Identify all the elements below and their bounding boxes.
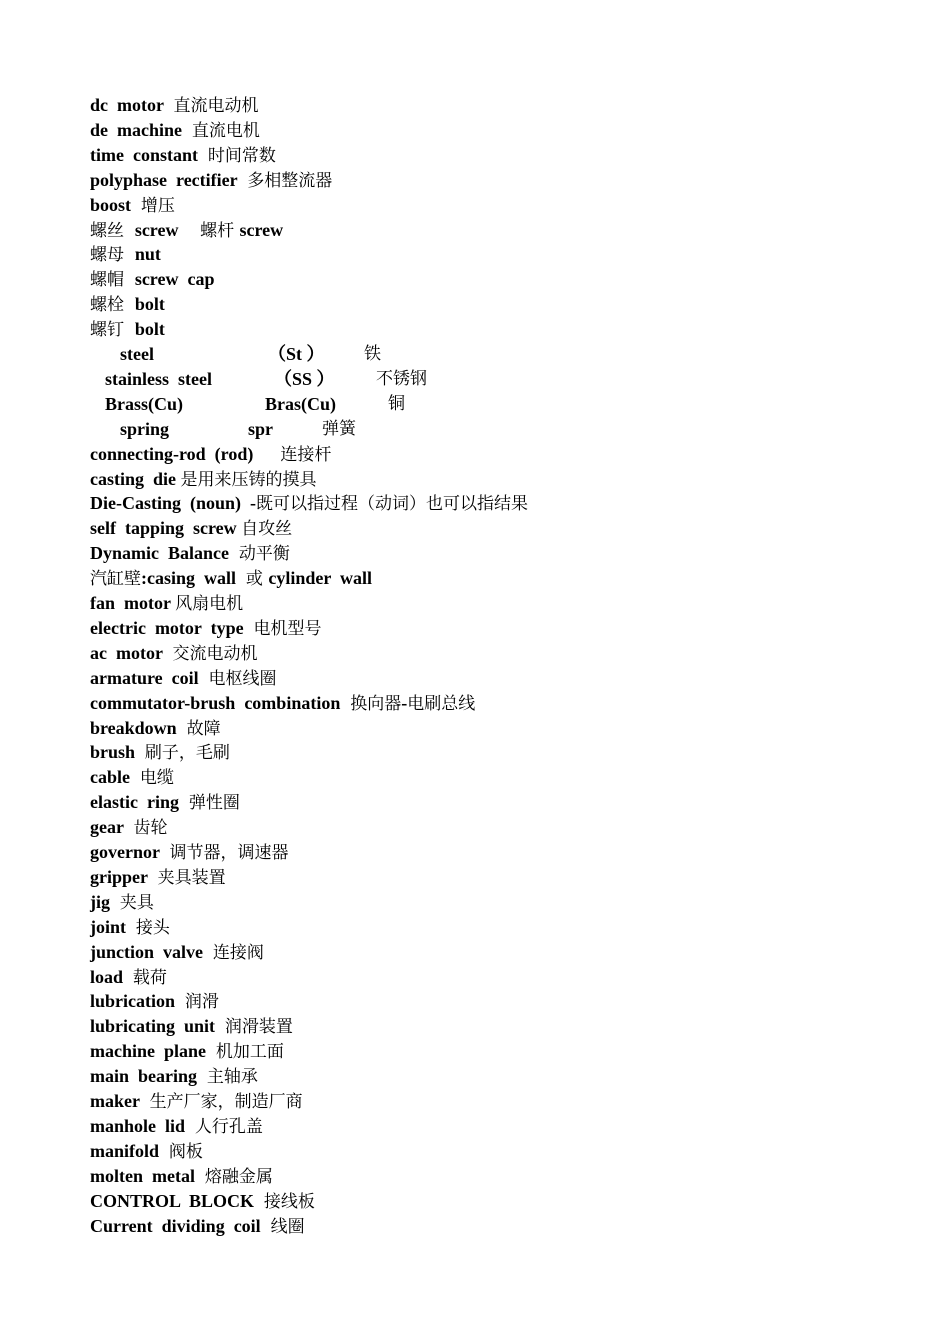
material-row xyxy=(90,367,590,391)
term-chinese: 直流电机 xyxy=(186,120,260,141)
glossary-entry xyxy=(90,989,219,1013)
material-row xyxy=(90,342,590,366)
glossary-entry xyxy=(90,491,528,515)
term-english: brush xyxy=(90,742,140,763)
glossary-entry xyxy=(90,1114,263,1138)
glossary-entry xyxy=(90,815,168,839)
term-english: nut xyxy=(134,244,161,265)
material-name: Brass(Cu) xyxy=(105,393,184,414)
term-english: screw xyxy=(134,219,179,240)
term-english: self tapping screw xyxy=(90,518,242,539)
glossary-entry xyxy=(90,541,290,565)
material-row xyxy=(90,417,590,441)
glossary-entry xyxy=(90,1014,293,1038)
term-chinese: 电缆 xyxy=(134,768,174,789)
glossary-entry xyxy=(90,865,226,889)
term-english: machine plane xyxy=(90,1041,211,1062)
term-chinese: 刷子，毛刷 xyxy=(139,743,230,764)
term-chinese: 润滑装置 xyxy=(219,1017,293,1038)
glossary-entry xyxy=(90,292,165,316)
term-chinese: 调节器，调速器 xyxy=(164,843,289,863)
glossary-entry xyxy=(90,915,170,939)
term-chinese: 多相整流器 xyxy=(241,170,333,191)
term-english: CONTROL BLOCK xyxy=(90,1190,259,1211)
material-code: （SS ） xyxy=(274,368,335,389)
term-chinese: 时间常数 xyxy=(202,145,276,166)
glossary-entry xyxy=(90,740,230,764)
term-chinese: 载荷 xyxy=(127,967,167,988)
term-english: screw xyxy=(239,219,284,240)
term-english: electric motor type xyxy=(90,617,249,638)
term-chinese: 螺钉 xyxy=(90,320,135,341)
glossary-entry xyxy=(90,765,174,789)
term-chinese: 齿轮 xyxy=(128,818,168,839)
term-english: jig xyxy=(90,891,115,912)
term-english: armature coil xyxy=(90,667,204,688)
term-english: Dynamic Balance xyxy=(90,543,234,564)
term-english: junction valve xyxy=(90,941,208,962)
term-english: joint xyxy=(90,916,131,937)
material-chinese: 不锈钢 xyxy=(376,368,427,389)
glossary-entry xyxy=(90,143,276,167)
glossary-entry xyxy=(90,442,331,466)
glossary-entry xyxy=(90,317,165,341)
material-chinese: 弹簧 xyxy=(322,418,356,439)
term-english: cylinder wall xyxy=(268,568,372,589)
term-english: Die-Casting (noun) - xyxy=(90,493,257,514)
glossary-entry xyxy=(90,591,243,615)
term-english: lubricating unit xyxy=(90,1016,220,1037)
term-english: bolt xyxy=(134,319,165,340)
material-name: steel xyxy=(120,344,154,364)
term-chinese: 风扇电机 xyxy=(175,594,244,614)
material-code: （St ） xyxy=(268,344,325,364)
glossary-entry xyxy=(90,666,277,690)
term-chinese: 电刷总线 xyxy=(407,693,476,714)
term-english: fan motor xyxy=(90,593,176,613)
term-english: manifold xyxy=(90,1140,164,1161)
term-english: load xyxy=(90,966,128,987)
term-english: ac motor xyxy=(90,642,168,663)
glossary-entry xyxy=(90,641,258,665)
term-chinese: 主轴承 xyxy=(201,1067,258,1088)
term-english: de machine xyxy=(90,119,187,140)
term-english: screw cap xyxy=(134,269,215,290)
term-english: manhole lid xyxy=(90,1115,190,1136)
term-english: - xyxy=(401,692,408,713)
term-chinese: 夹具 xyxy=(114,892,154,913)
term-chinese: 动平衡 xyxy=(233,544,290,565)
glossary-entry xyxy=(90,218,283,242)
term-chinese: 螺杆 xyxy=(178,220,240,241)
term-english: gripper xyxy=(90,866,153,887)
material-name: stainless steel xyxy=(105,368,212,389)
term-chinese: 电机型号 xyxy=(248,618,322,639)
term-chinese: 或 xyxy=(240,569,269,590)
term-chinese: 电枢线圈 xyxy=(203,668,277,689)
glossary-entry xyxy=(90,1189,315,1213)
glossary-entry xyxy=(90,1214,305,1238)
glossary-entry xyxy=(90,965,167,989)
term-english: commutator-brush combination xyxy=(90,692,345,713)
term-english: breakdown xyxy=(90,717,182,738)
term-english: casting die xyxy=(90,468,181,489)
material-row xyxy=(90,392,590,416)
term-english: governor xyxy=(90,842,165,862)
term-english: main bearing xyxy=(90,1066,202,1087)
glossary-entry xyxy=(90,716,221,740)
term-chinese: 生产厂家，制造厂商 xyxy=(144,1092,303,1112)
glossary-entry xyxy=(90,1139,203,1163)
term-english: polyphase rectifier xyxy=(90,169,242,190)
glossary-entry xyxy=(90,566,372,590)
glossary-entry xyxy=(90,840,289,864)
glossary-entry xyxy=(90,168,332,192)
term-chinese: 线圈 xyxy=(265,1216,305,1237)
term-english: elastic ring xyxy=(90,792,184,813)
term-chinese: 螺丝 xyxy=(90,220,135,241)
term-chinese: 阀板 xyxy=(163,1141,203,1162)
term-chinese: 接线板 xyxy=(258,1191,315,1212)
term-chinese: 机加工面 xyxy=(210,1042,284,1063)
glossary-entry xyxy=(90,467,317,491)
term-english: bolt xyxy=(134,294,165,315)
term-chinese: 螺母 xyxy=(90,245,135,266)
glossary-entry xyxy=(90,616,322,640)
glossary-entry xyxy=(90,118,260,142)
term-chinese: 交流电动机 xyxy=(167,643,258,664)
term-english: gear xyxy=(90,817,129,838)
glossary-entry xyxy=(90,516,292,540)
material-code: Bras(Cu) xyxy=(265,393,336,414)
glossary-entry xyxy=(90,940,264,964)
term-chinese: 增压 xyxy=(135,195,175,216)
glossary-entry xyxy=(90,890,154,914)
glossary-entry xyxy=(90,1164,273,1188)
term-chinese: 故障 xyxy=(181,718,221,739)
term-chinese: 弹性圈 xyxy=(183,793,240,814)
glossary-entry xyxy=(90,691,475,715)
term-chinese: 汽缸壁 xyxy=(90,569,141,590)
material-code: spr xyxy=(248,418,274,439)
material-name: spring xyxy=(120,418,170,439)
term-chinese: 自攻丝 xyxy=(241,519,293,540)
term-chinese: 螺帽 xyxy=(90,270,135,291)
term-english: :casing wall xyxy=(141,568,241,589)
term-chinese: 是用来压铸的摸具 xyxy=(180,469,317,490)
term-chinese: 连接阀 xyxy=(207,942,264,963)
term-english: time constant xyxy=(90,144,203,165)
material-chinese: 铁 xyxy=(364,344,381,364)
glossary-entry xyxy=(90,1039,284,1063)
term-english: maker xyxy=(90,1091,145,1111)
glossary-entry xyxy=(90,790,240,814)
glossary-entry xyxy=(90,193,175,217)
term-english: cable xyxy=(90,767,135,788)
material-chinese: 铜 xyxy=(388,393,405,414)
glossary-entry xyxy=(90,1064,258,1088)
term-english: lubrication xyxy=(90,991,180,1012)
term-chinese: 连接杆 xyxy=(253,444,332,465)
term-english: boost xyxy=(90,194,136,215)
term-english: dc motor xyxy=(90,95,169,115)
term-chinese: 既可以指过程（动词）也可以指结果 xyxy=(256,494,529,515)
term-chinese: 接头 xyxy=(130,917,170,938)
term-chinese: 润滑 xyxy=(179,992,219,1013)
term-chinese: 直流电动机 xyxy=(168,96,259,116)
glossary-entry xyxy=(90,267,214,291)
term-english: connecting-rod (rod) xyxy=(90,443,254,464)
term-english: Current dividing coil xyxy=(90,1215,266,1236)
term-chinese: 熔融金属 xyxy=(199,1166,273,1187)
glossary-entry xyxy=(90,1089,303,1113)
term-english: molten metal xyxy=(90,1165,200,1186)
term-chinese: 螺栓 xyxy=(90,295,135,316)
term-chinese: 夹具装置 xyxy=(152,867,226,888)
term-chinese: 人行孔盖 xyxy=(189,1116,263,1137)
term-chinese: 换向器 xyxy=(344,693,402,714)
glossary-entry xyxy=(90,93,259,117)
glossary-entry xyxy=(90,242,161,266)
